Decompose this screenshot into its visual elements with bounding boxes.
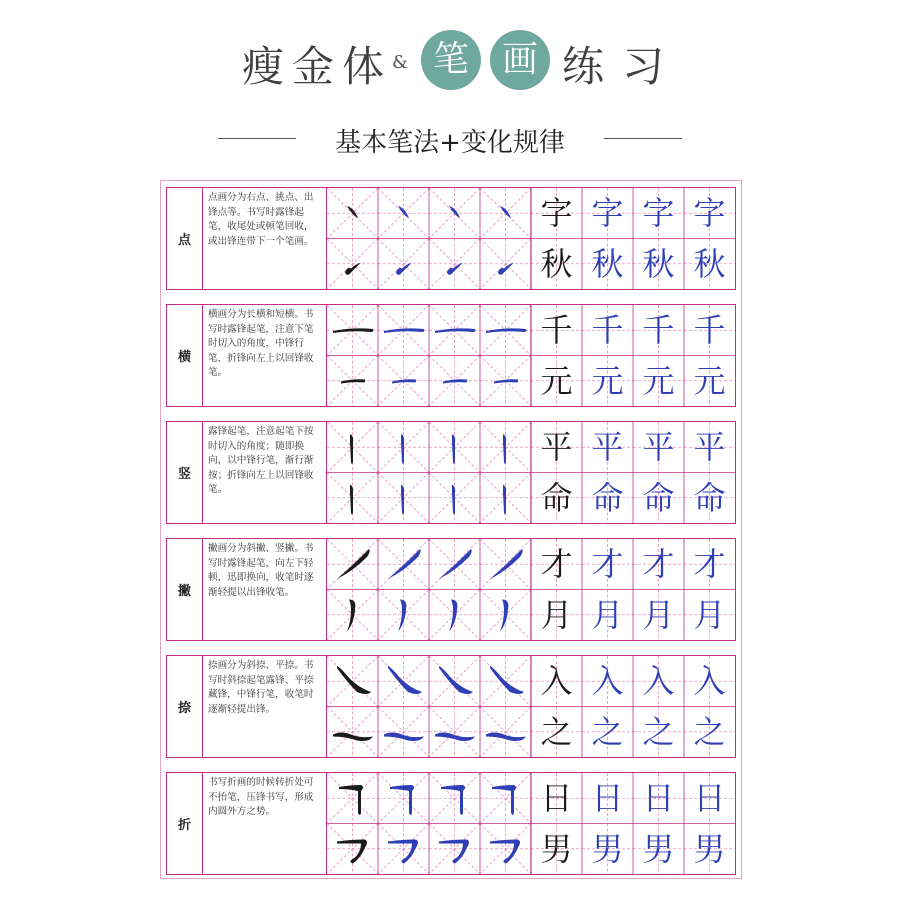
stroke-label: 撇 (167, 539, 203, 640)
subtitle-block (0, 118, 900, 158)
model-character: 字 (540, 194, 573, 232)
stroke-description: 露锋起笔，注意起笔下按时切入的角度；随即换向，以中锋行笔，渐行渐按；折锋向左上以回锋收笔。 (203, 422, 327, 523)
turning-vertical-stroke-icon (492, 785, 516, 815)
vertical-left-fall-stroke-icon (347, 600, 355, 632)
trace-character: 月 (642, 595, 675, 634)
short-horizontal-stroke-icon (494, 379, 518, 383)
subtitle: 基本笔法+变化规律 (335, 128, 565, 158)
vertical-stroke-icon (503, 485, 506, 515)
stroke-description: 捺画分为斜捺、平捺。书写时斜捺起笔露锋、平捺藏锋，中锋行笔，收笔时逐渐轻提出锋。 (203, 656, 327, 757)
trace-character: 字 (591, 194, 624, 232)
model-character: 入 (540, 662, 573, 700)
short-horizontal-stroke-icon (341, 379, 365, 383)
trace-character: 才 (591, 545, 624, 583)
trace-character: 男 (591, 829, 624, 868)
stroke-description: 书写折画的时候转折处可不抬笔，压锋书写，形成内圆外方之势。 (203, 773, 327, 874)
page-title (0, 22, 900, 102)
trace-character: 千 (693, 311, 726, 349)
subtitle-rule-left (218, 138, 296, 139)
grid-cell (480, 773, 531, 824)
title-char: 体 (342, 42, 389, 91)
grid-cell (378, 539, 429, 590)
dot-stroke-icon (347, 206, 358, 218)
trace-character: 入 (642, 662, 675, 700)
trace-character: 男 (642, 829, 675, 868)
stroke-description: 点画分为右点、挑点、出锋点等。书写时露锋起笔，收尾处或顿笔回收，或出锋连带下一个笔画。 (203, 188, 327, 289)
short-horizontal-stroke-icon (392, 379, 416, 383)
flat-right-fall-stroke-icon (435, 733, 475, 742)
title-ampersand: & (392, 52, 409, 73)
trace-character: 日 (591, 779, 624, 817)
grid-cell (480, 707, 531, 758)
turning-vertical-stroke-icon (441, 785, 465, 815)
short-horizontal-stroke-icon (443, 379, 467, 383)
dot-stroke-icon (449, 206, 460, 218)
stroke-description: 撇画分为斜撇、竖撇。书写时露锋起笔，向左下轻顿，迅即换向，收笔时逐渐轻提以出锋收笔。 (203, 539, 327, 640)
flat-right-fall-stroke-icon (384, 733, 424, 742)
flat-right-fall-stroke-icon (486, 733, 526, 742)
vertical-left-fall-stroke-icon (449, 600, 457, 632)
model-character: 元 (540, 361, 573, 400)
vertical-left-fall-stroke-icon (398, 600, 406, 632)
stroke-section (166, 538, 736, 641)
model-character: 日 (540, 779, 573, 817)
trace-character: 才 (642, 545, 675, 583)
grid-cell (429, 656, 480, 707)
model-character: 之 (540, 712, 573, 751)
grid-cell (480, 824, 531, 875)
trace-character: 才 (693, 545, 726, 583)
grid-cell (480, 656, 531, 707)
trace-character: 日 (693, 779, 726, 817)
trace-character: 月 (693, 595, 726, 634)
vertical-stroke-icon (401, 485, 404, 515)
trace-character: 秋 (591, 244, 624, 283)
grid-cell (327, 824, 378, 875)
slant-right-fall-stroke-icon (439, 666, 473, 694)
trace-character: 千 (642, 311, 675, 349)
dot-stroke-icon (398, 206, 409, 218)
stroke-description: 横画分为长横和短横。书写时露锋起笔，注意下笔时切入的角度，中锋行笔，折锋向左上以回锋收笔。 (203, 305, 327, 406)
model-character: 秋 (540, 244, 573, 283)
trace-character: 元 (642, 361, 675, 400)
turning-vertical-stroke-icon (390, 785, 414, 815)
highlight-circle-char: 画 (490, 30, 550, 90)
slant-right-fall-stroke-icon (337, 666, 371, 694)
grid-cell (480, 239, 531, 290)
grid-cell (480, 539, 531, 590)
trace-character: 男 (693, 829, 726, 868)
long-horizontal-stroke-icon (333, 328, 373, 333)
trace-character: 入 (693, 662, 726, 700)
trace-character: 之 (642, 712, 675, 751)
title-char: 金 (292, 42, 339, 91)
long-horizontal-stroke-icon (384, 328, 424, 333)
vertical-stroke-icon (350, 434, 353, 464)
grid-cell (327, 539, 378, 590)
grid-cell (429, 707, 480, 758)
trace-character: 秋 (693, 244, 726, 283)
subtitle-rule-right (604, 138, 682, 139)
vertical-stroke-icon (503, 434, 506, 464)
title-char: 瘦 (242, 42, 289, 91)
stroke-section (166, 772, 736, 875)
grid-cell (378, 707, 429, 758)
trace-character: 字 (642, 194, 675, 232)
stroke-section (166, 421, 736, 524)
trace-character: 平 (693, 428, 726, 466)
stroke-section (166, 187, 736, 290)
dot-stroke-icon (500, 206, 511, 218)
vertical-stroke-icon (401, 434, 404, 464)
trace-character: 秋 (642, 244, 675, 283)
stroke-section (166, 655, 736, 758)
model-character: 千 (540, 311, 573, 349)
grid-cell (378, 773, 429, 824)
long-horizontal-stroke-icon (435, 328, 475, 333)
model-character: 才 (540, 545, 573, 583)
grid-cell (429, 539, 480, 590)
grid-cell (378, 656, 429, 707)
model-character: 男 (540, 829, 573, 868)
grid-cell (327, 239, 378, 290)
trace-character: 命 (642, 478, 675, 517)
trace-character: 命 (591, 478, 624, 517)
trace-character: 日 (642, 779, 675, 817)
model-character: 月 (540, 595, 573, 634)
stroke-label: 竖 (167, 422, 203, 523)
trace-character: 平 (642, 428, 675, 466)
trace-character: 月 (591, 595, 624, 634)
slant-right-fall-stroke-icon (388, 666, 422, 694)
long-horizontal-stroke-icon (486, 328, 526, 333)
turning-vertical-stroke-icon (339, 785, 363, 815)
stroke-label: 捺 (167, 656, 203, 757)
slant-right-fall-stroke-icon (490, 666, 524, 694)
title-char: 习 (622, 42, 669, 91)
grid-cell (378, 824, 429, 875)
stroke-label: 横 (167, 305, 203, 406)
flat-right-fall-stroke-icon (333, 733, 373, 742)
trace-character: 千 (591, 311, 624, 349)
trace-character: 命 (693, 478, 726, 517)
grid-cell (378, 239, 429, 290)
grid-cell (429, 824, 480, 875)
grid-cell (327, 707, 378, 758)
grid-cell (429, 239, 480, 290)
trace-character: 入 (591, 662, 624, 700)
grid-cell (327, 656, 378, 707)
trace-character: 之 (693, 712, 726, 751)
stroke-section (166, 304, 736, 407)
model-character: 平 (540, 428, 573, 466)
trace-character: 字 (693, 194, 726, 232)
practice-sheet (160, 180, 742, 879)
grid-cell (327, 773, 378, 824)
title-char: 练 (562, 42, 609, 91)
vertical-stroke-icon (452, 485, 455, 515)
stroke-label: 点 (167, 188, 203, 289)
model-character: 命 (540, 478, 573, 517)
trace-character: 元 (591, 361, 624, 400)
stroke-label: 折 (167, 773, 203, 874)
trace-character: 平 (591, 428, 624, 466)
grid-cell (429, 773, 480, 824)
vertical-left-fall-stroke-icon (500, 600, 508, 632)
highlight-circle-char: 笔 (421, 30, 481, 90)
trace-character: 之 (591, 712, 624, 751)
trace-character: 元 (693, 361, 726, 400)
vertical-stroke-icon (350, 485, 353, 515)
vertical-stroke-icon (452, 434, 455, 464)
